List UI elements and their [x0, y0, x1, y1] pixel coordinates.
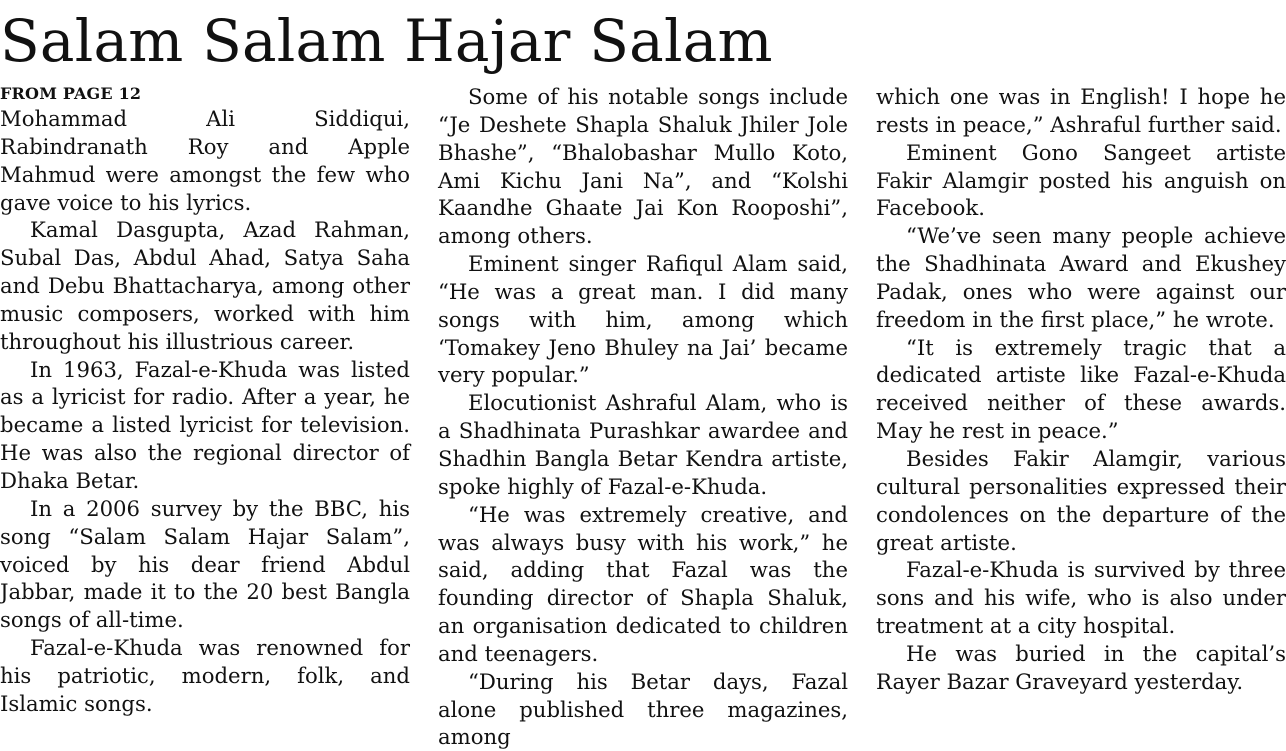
paragraph: “We’ve seen many people achieve the Shadhinata Award and Ekushey Padak, ones who were against our freedom in the first place,” he wrote. — [876, 223, 1286, 332]
article-column-1 — [0, 83, 410, 718]
article-headline: Salam Salam Hajar Salam — [0, 7, 773, 75]
paragraph: Eminent Gono Sangeet artiste Fakir Alamgir posted his anguish on Facebook. — [876, 139, 1286, 221]
paragraph: Kamal Dasgupta, Azad Rahman, Subal Das, Abdul Ahad, Satya Saha and Debu Bhattacharya, among other music composers, worked with him throughout his illustrious career. — [0, 217, 410, 354]
paragraph: He was buried in the capital’s Rayer Bazar Graveyard yesterday. — [876, 640, 1286, 694]
paragraph: Elocutionist Ashraful Alam, who is a Shadhinata Purashkar awardee and Shadhin Bangla Betar Kendra artiste, spoke highly of Fazal-e-Khuda. — [438, 390, 848, 499]
paragraph: Fazal-e-Khuda was renowned for his patriotic, modern, folk, and Islamic songs. — [0, 635, 410, 716]
paragraph: which one was in English! I hope he rests in peace,” Ashraful further said. — [876, 84, 1286, 137]
paragraph: “During his Betar days, Fazal alone published three magazines, among — [438, 668, 848, 750]
paragraph: Eminent singer Rafiqul Alam said, “He was a great man. I did many songs with him, among which ‘Tomakey Jeno Bhuley na Jai’ became very popular.” — [438, 251, 848, 388]
paragraph: Fazal-e-Khuda is survived by three sons and his wife, who is also under treatment at a city hospital. — [876, 557, 1286, 639]
paragraph: “It is extremely tragic that a dedicated artiste like Fazal-e-Khuda received neither of these awards. May he rest in peace.” — [876, 334, 1286, 444]
article-column-2 — [438, 83, 848, 751]
article-column-3 — [876, 83, 1286, 696]
continuation-kicker: FROM PAGE 12 — [0, 84, 142, 103]
paragraph: Mohammad Ali Siddiqui, Rabindranath Roy and Apple Mahmud were amongst the few who gave voice to his lyrics. — [0, 106, 410, 215]
paragraph: In a 2006 survey by the BBC, his song “Salam Salam Hajar Salam”, voiced by his dear friend Abdul Jabbar, made it to the 20 best Bangla songs of all-time. — [0, 495, 410, 633]
paragraph: Some of his notable songs include “Je Deshete Shapla Shaluk Jhiler Jole Bhashe”, “Bhalobashar Mullo Koto, Ami Kichu Jani Na”, and “Kolshi Kaandhe Ghaate Jai Kon Rooposhi”, among others. — [438, 84, 848, 249]
paragraph: In 1963, Fazal-e-Khuda was listed as a lyricist for radio. After a year, he became a listed lyricist for television. He was also the regional director of Dhaka Betar. — [0, 356, 410, 493]
paragraph: “He was extremely creative, and was always busy with his work,” he said, adding that Fazal was the founding director of Shapla Shaluk, an organisation dedicated to children and teenagers. — [438, 501, 848, 666]
paragraph: Besides Fakir Alamgir, various cultural personalities expressed their condolences on the departure of the great artiste. — [876, 445, 1286, 555]
